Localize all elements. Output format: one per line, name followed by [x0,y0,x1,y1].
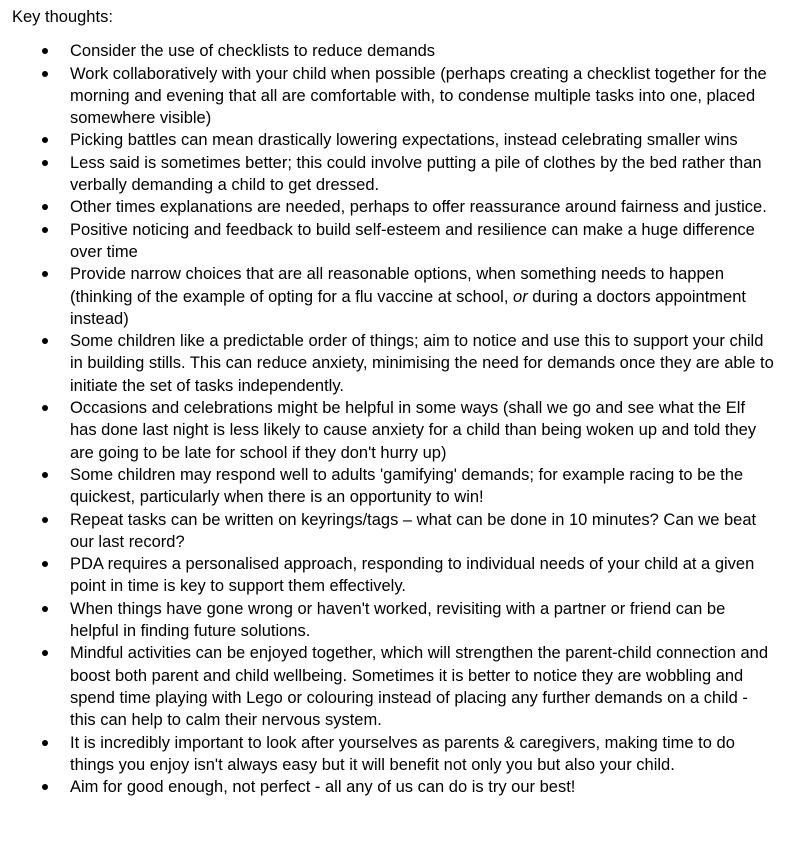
list-item [12,330,775,397]
bullet-icon [42,71,48,77]
list-item [12,40,775,62]
key-thoughts-list [12,40,775,798]
list-item-text: Work collaboratively with your child when possible (perhaps creating a checklist together for the morning and evening that all are comfortable with, to condense multiple tasks into one, placed somewhere visible) [70,64,767,128]
list-item [12,196,775,218]
list-item [12,509,775,554]
bullet-icon [42,227,48,233]
list-item [12,732,775,777]
list-item-text: Aim for good enough, not perfect - all any of us can do is try our best! [70,778,576,797]
list-item-text: Repeat tasks can be written on keyrings/tags – what can be done in 10 minutes? Can we beat our last record? [70,510,757,551]
list-item [12,464,775,509]
list-item [12,598,775,643]
bullet-icon [42,740,48,746]
list-item [12,263,775,330]
bullet-icon [42,271,48,277]
document-heading: Key thoughts: [12,8,113,26]
list-item-text: PDA requires a personalised approach, responding to individual needs of your child at a given point in time is key to support them effectively. [70,555,755,596]
list-item-text: Some children may respond well to adults 'gamifying' demands; for example racing to be the quickest, particularly when there is an opportunity to win! [70,465,744,507]
list-item [12,642,775,731]
list-item-text: Consider the use of checklists to reduce demands [70,42,436,61]
list-item [12,63,775,130]
bullet-icon [42,606,48,612]
bullet-icon [42,472,48,478]
list-item-text: Less said is sometimes better; this could involve putting a pile of clothes by the bed rather than verbally demanding a child to get dressed. [70,153,762,195]
list-item-emphasis: or [513,287,528,306]
bullet-icon [42,784,48,790]
list-item-text-after: during a doctors appointment instead) [70,287,746,328]
list-item-text: It is incredibly important to look after yourselves as parents & caregivers, making time to do things you enjoy isn't always easy but it will benefit not only you but also your child. [70,733,735,774]
bullet-icon [42,204,48,210]
list-item [12,219,775,264]
list-item-text: Mindful activities can be enjoyed together, which will strengthen the parent-child connection and boost both parent and child wellbeing. Sometimes it is better to notice they are wobbling and spend time playing with Lego or colouring instead of placing any further demands on a child - this can help to calm their nervous system. [70,644,769,730]
bullet-icon [42,160,48,166]
bullet-icon [42,137,48,143]
list-item-text: Occasions and celebrations might be helpful in some ways (shall we go and see what the Elf has done last night is less likely to cause anxiety for a child than being woken up and told they are going to be late for school if they don't hurry up) [70,399,757,462]
list-item-text: When things have gone wrong or haven't worked, revisiting with a partner or friend can be helpful in finding future solutions. [70,599,726,641]
list-item [12,397,775,464]
bullet-icon [42,48,48,54]
list-item-text: Some children like a predictable order of things; aim to notice and use this to support your child in building stills. This can reduce anxiety, minimising the need for demands once they are able to initiate the set of tasks independently. [70,332,774,395]
bullet-icon [42,517,48,523]
list-item-text: Positive noticing and feedback to build self-esteem and resilience can make a huge difference over time [70,220,755,261]
list-item-text-before: Provide narrow choices that are all reasonable options, when something needs to happen (thinking of the example of opting for a flu vaccine at school, [70,265,724,306]
list-item-text: Picking battles can mean drastically lowering expectations, instead celebrating smaller wins [70,131,738,150]
bullet-icon [42,650,48,656]
bullet-icon [42,405,48,411]
list-item [12,553,775,598]
list-item-text: Other times explanations are needed, perhaps to offer reassurance around fairness and justice. [70,198,767,217]
list-item [12,129,775,151]
bullet-icon [42,338,48,344]
list-item [12,776,775,798]
bullet-icon [42,561,48,567]
list-item [12,152,775,197]
